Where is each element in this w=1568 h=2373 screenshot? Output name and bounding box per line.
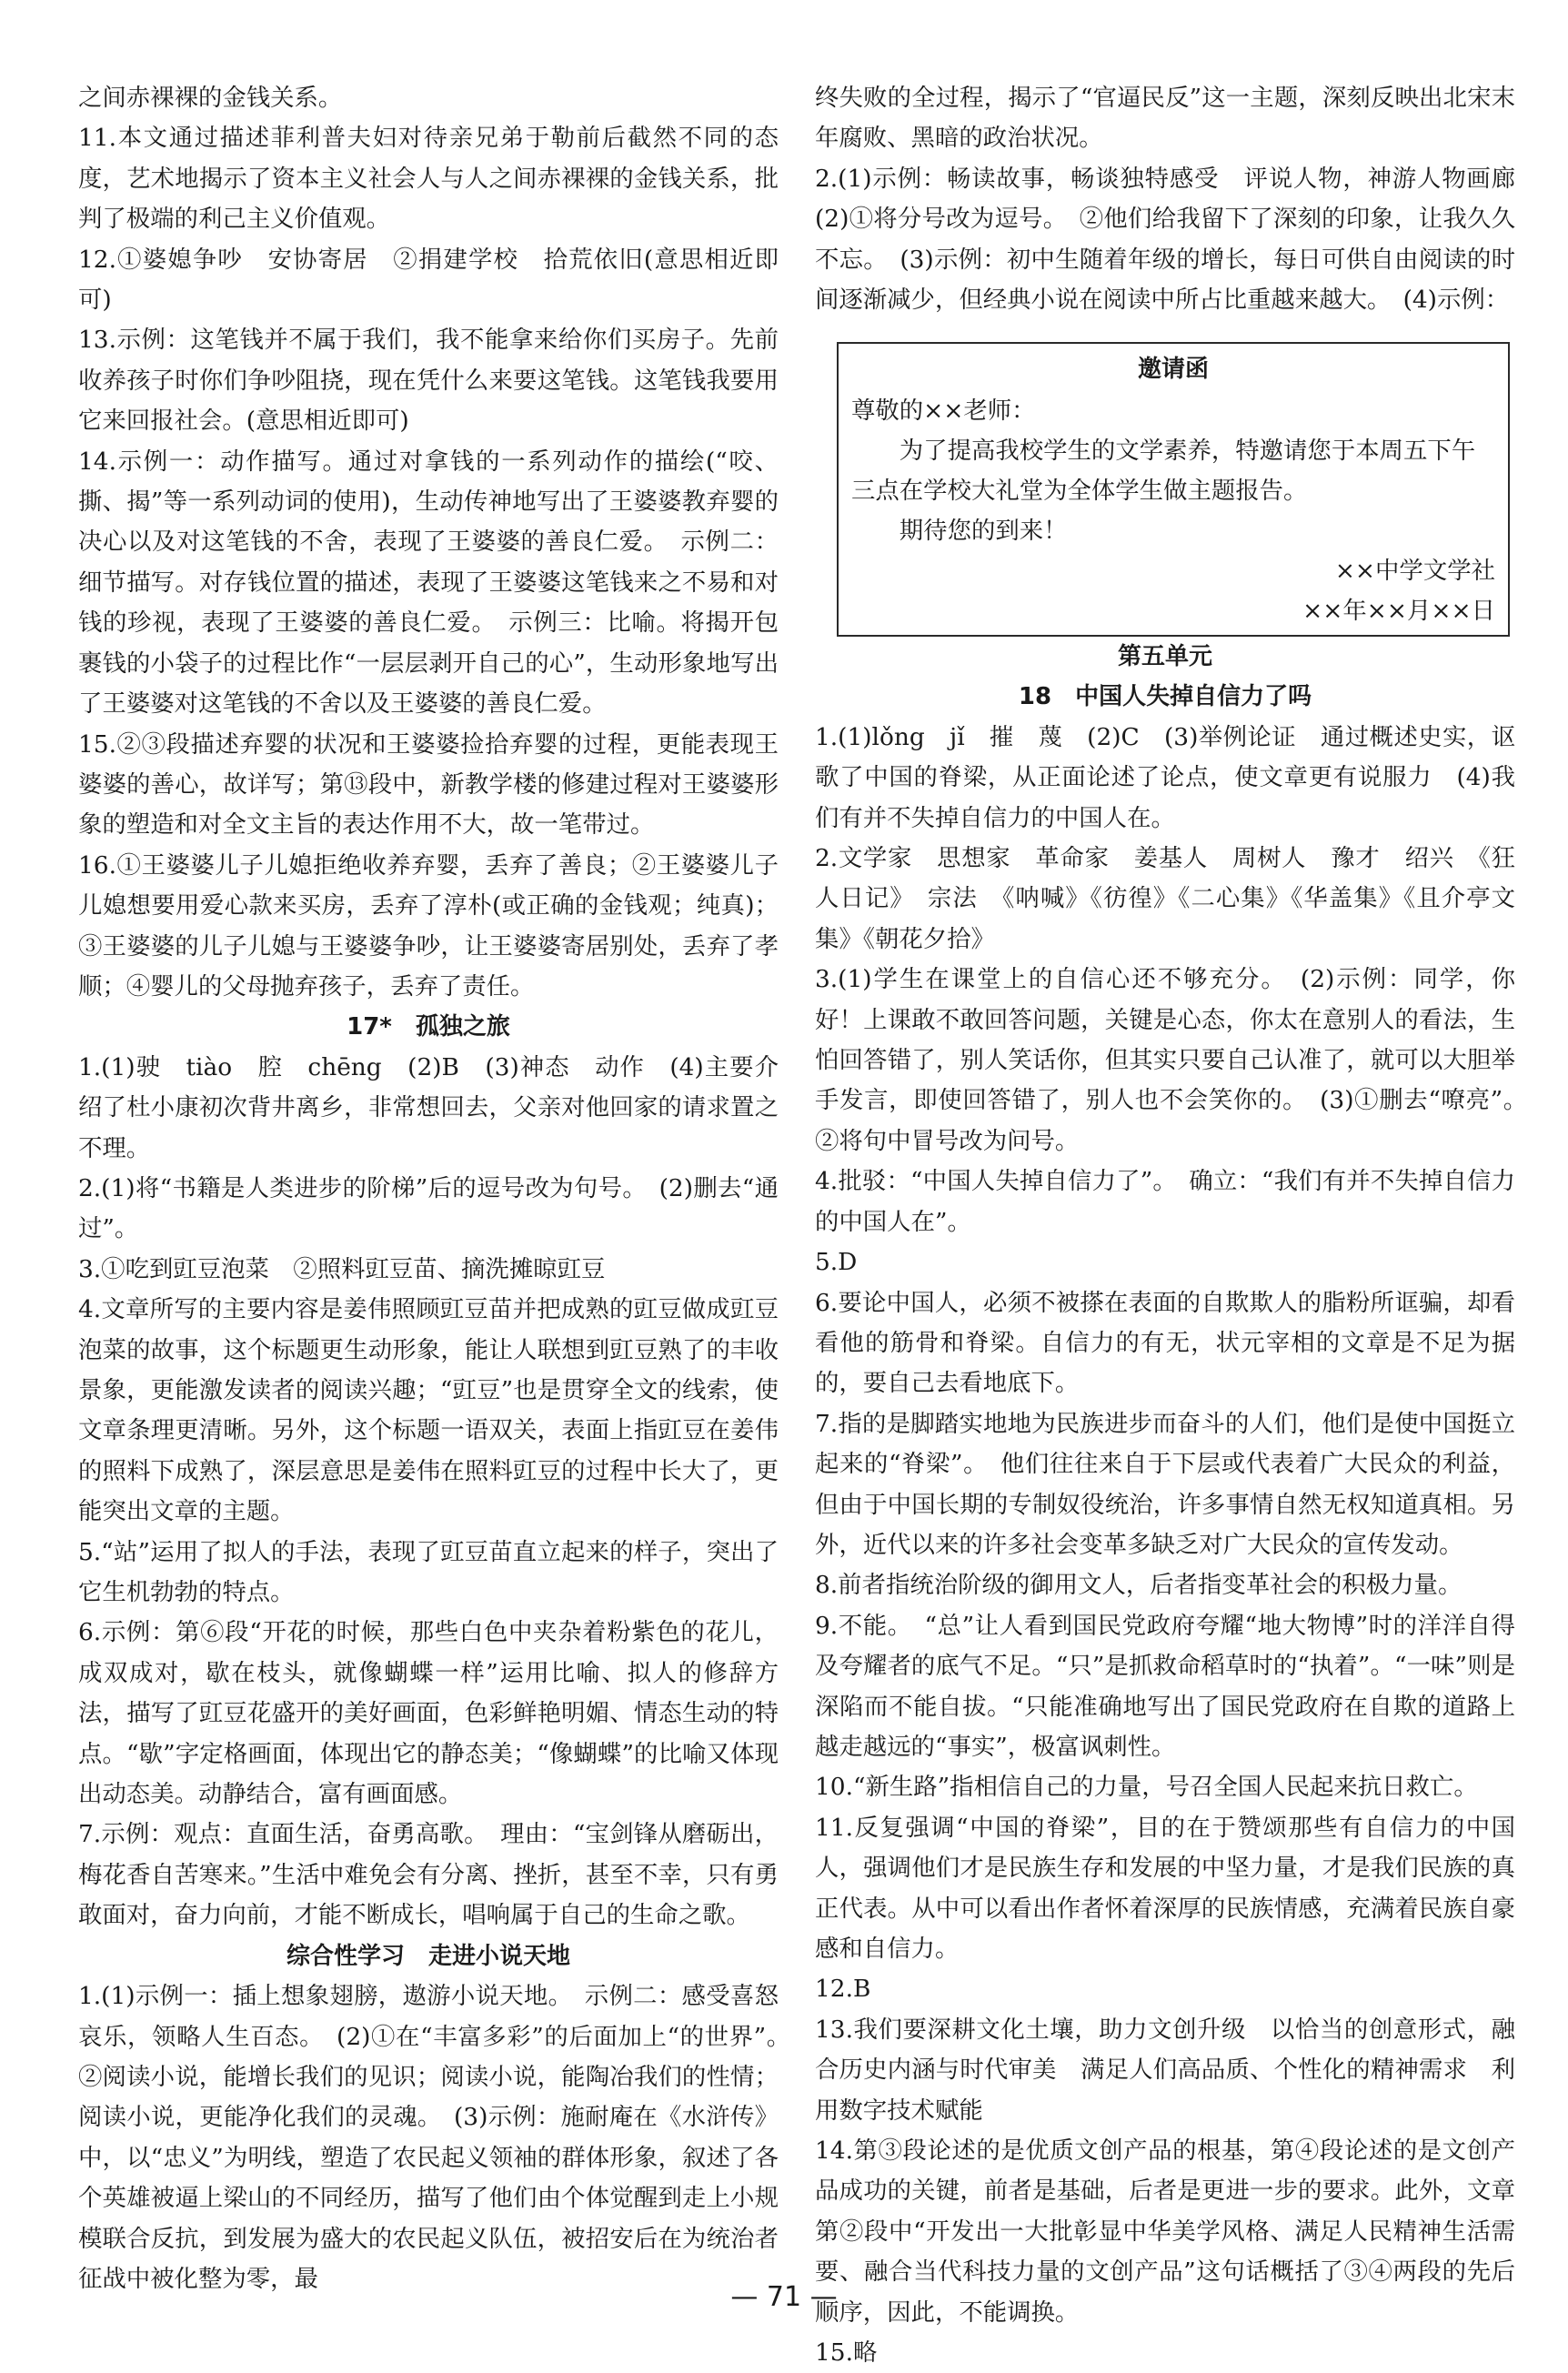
- right-bottom-heading: 18 中国人失掉自信力了吗: [1018, 683, 1312, 711]
- left-column: [78, 78, 803, 2299]
- invitation-sender: ××中学文学社: [1334, 557, 1495, 585]
- left-paragraph: 11.本文通过描述菲利普夫妇对待亲兄弟于勒前后截然不同的态度，艺术地揭示了资本主义社会人与人之间赤裸裸的金钱关系，批判了极端的利己主义价值观。: [78, 124, 779, 234]
- right-bottom-paragraph: 12.B: [815, 1975, 871, 2004]
- right-bottom-paragraph: 7.指的是脚踏实地地为民族进步而奋斗的人们，他们是使中国挺立起来的“脊梁”。 他们往往来自于下层或代表着广大民众的利益，但由于中国长期的专制奴役统治，许多事情自然无权知道真相。另外，近代以来的许多社会变革多缺乏对广大民众的宣传发动。: [815, 1409, 1515, 1559]
- invitation-body: 为了提高我校学生的文学素养，特邀请您于本周五下午三点在学校大礼堂为全体学生做主题报告。: [851, 437, 1476, 505]
- right-top-paragraph: 2.(1)示例：畅读故事，畅谈独特感受 评说人物，神游人物画廊 (2)①将分号改为逗号。 ②他们给我留下了深刻的印象，让我久久不忘。 (3)示例：初中生随着年级的增长，每日可供自由阅读的时间逐渐减少，但经典小说在阅读中所占比重越来越大。 (4)示例：: [815, 164, 1540, 315]
- invitation-greeting: 尊敬的××老师：: [851, 397, 1036, 425]
- page-number: — 71 —: [730, 2281, 838, 2313]
- right-column-top: [815, 78, 1540, 320]
- left-paragraph: 4.文章所写的主要内容是姜伟照顾豇豆苗并把成熟的豇豆做成豇豆泡菜的故事，这个标题更生动形象，能让人联想到豇豆熟了的丰收景象，更能激发读者的阅读兴趣；“豇豆”也是贯穿全文的线索，使文章条理更清晰。另外，这个标题一语双关，表面上指豇豆在姜伟的照料下成熟了，深层意思是姜伟在照料豇豆的过程中长大了，更能突出文章的主题。: [78, 1295, 779, 1526]
- left-paragraph: 1.(1)驶 tiào 腔 chēng (2)B (3)神态 动作 (4)主要介绍了杜小康初次背井离乡，非常想回去，父亲对他回家的请求置之不理。: [78, 1052, 779, 1162]
- right-bottom-paragraph: 5.D: [815, 1248, 858, 1277]
- left-paragraph: 之间赤裸裸的金钱关系。: [78, 84, 343, 112]
- right-bottom-paragraph: 15.略: [815, 2338, 878, 2368]
- left-paragraph: 2.(1)将“书籍是人类进步的阶梯”后的逗号改为句号。 (2)删去“通过”。: [78, 1173, 779, 1243]
- left-paragraph: 13.示例：这笔钱并不属于我们，我不能拿来给你们买房子。先前收养孩子时你们争吵阻挠，现在凭什么来要这笔钱。这笔钱我要用它来回报社会。(意思相近即可): [78, 326, 779, 436]
- right-top-paragraph: 终失败的全过程，揭示了“官逼民反”这一主题，深刻反映出北宋末年腐败、黑暗的政治状况。: [815, 84, 1515, 153]
- invitation-box: [837, 342, 1510, 637]
- left-paragraph: 15.②③段描述弃婴的状况和王婆婆捡拾弃婴的过程，更能表现王婆婆的善心，故详写；第⑬段中，新教学楼的修建过程对王婆婆形象的塑造和对全文主旨的表达作用不大，故一笔带过。: [78, 729, 779, 840]
- right-bottom-paragraph: 1.(1)lǒng jǐ 摧 蔑 (2)C (3)举例论证 通过概述史实，讴歌了中国的脊梁，从正面论述了论点，使文章更有说服力 (4)我们有并不失掉自信力的中国人在。: [815, 722, 1515, 832]
- invitation-closing: 期待您的到来！: [899, 517, 1068, 545]
- invitation-title: 邀请函: [1137, 356, 1209, 383]
- left-paragraph: 16.①王婆婆儿子儿媳拒绝收养弃婴，丢弃了善良；②王婆婆儿子儿媳想要用爱心款来买房，丢弃了淳朴(或正确的金钱观；纯真)；③王婆婆的儿子儿媳与王婆婆争吵，让王婆婆寄居别处，丢弃了孝顺；④婴儿的父母抛弃孩子，丢弃了责任。: [78, 850, 779, 1000]
- left-paragraph: 12.①婆媳争吵 安协寄居 ②捐建学校 拾荒依旧(意思相近即可): [78, 245, 779, 315]
- left-paragraph: 1.(1)示例一：插上想象翅膀，遨游小说天地。 示例二：感受喜怒哀乐，领略人生百态。 (2)①在“丰富多彩”的后面加上“的世界”。 ②阅读小说，能增长我们的见识；阅读小说，能陶冶我们的性情；阅读小说，更能净化我们的灵魂。 (3)示例：施耐庵在《水浒传》中，以“忠义”为明线，塑造了农民起义领袖的群体形象，叙述了各个英雄被逼上梁山的不同经历，描写了他们由个体觉醒到走上小规模联合反抗，到发展为盛大的农民起义队伍，被招安后在为统治者征战中被化整为零，最: [78, 1982, 803, 2293]
- left-paragraph: 7.示例：观点：直面生活，奋勇高歌。 理由：“宝剑锋从磨砺出，梅花香自苦寒来。”生活中难免会有分离、挫折，甚至不幸，只有勇敢面对，奋力向前，才能不断成长，唱响属于自己的生命之歌。: [78, 1820, 779, 1930]
- right-bottom-paragraph: 8.前者指统治阶级的御用文人，后者指变革社会的积极力量。: [815, 1571, 1462, 1600]
- left-paragraph: 5.“站”运用了拟人的手法，表现了豇豆苗直立起来的样子，突出了它生机勃勃的特点。: [78, 1537, 779, 1607]
- right-bottom-paragraph: 14.第③段论述的是优质文创产品的根基，第④段论述的是文创产品成功的关键，前者是基础，后者是更进一步的要求。此外，文章第②段中“开发出一大批彰显中华美学风格、满足人民精神生活需要、融合当代科技力量的文创产品”这句话概括了③④两段的先后顺序，因此，不能调换。: [815, 2137, 1515, 2327]
- right-bottom-paragraph: 9.不能。 “总”让人看到国民党政府夸耀“地大物博”时的洋洋自得及夸耀者的底气不足。“只”是抓救命稻草时的“执着”。“一味”则是深陷而不能自拔。“只能准确地写出了国民党政府在自欺的道路上越走越远的“事实”，极富讽刺性。: [815, 1611, 1515, 1761]
- left-heading: 17* 孤独之旅: [347, 1013, 510, 1041]
- right-bottom-paragraph: 10.“新生路”指相信自己的力量，号召全国人民起来抗日救亡。: [815, 1773, 1478, 1802]
- right-bottom-paragraph: 6.要论中国人，必须不被搽在表面的自欺欺人的脂粉所诓骗，却看看他的筋骨和脊梁。自信力的有无，状元宰相的文章是不足为据的，要自己去看地底下。: [815, 1288, 1515, 1398]
- right-bottom-paragraph: 11.反复强调“中国的脊梁”，目的在于赞颂那些有自信力的中国人，强调他们才是民族生存和发展的中坚力量，才是我们民族的真正代表。从中可以看出作者怀着深厚的民族情感，充满着民族自豪感和自信力。: [815, 1813, 1515, 1963]
- right-bottom-paragraph: 13.我们要深耕文化土壤，助力文创升级 以恰当的创意形式，融合历史内涵与时代审美 满足人们高品质、个性化的精神需求 利用数字技术赋能: [815, 2015, 1515, 2125]
- right-column-bottom: [815, 637, 1540, 2373]
- left-paragraph: 6.示例：第⑥段“开花的时候，那些白色中夹杂着粉紫色的花儿，成双成对，歇在枝头，就像蝴蝶一样”运用比喻、拟人的修辞方法，描写了豇豆花盛开的美好画面，色彩鲜艳明媚、情态生动的特点。“歇”字定格画面，体现出它的静态美；“像蝴蝶”的比喻又体现出动态美。动静结合，富有画面感。: [78, 1618, 779, 1809]
- right-bottom-paragraph: 4.批驳：“中国人失掉自信力了”。 确立：“我们有并不失掉自信力的中国人在”。: [815, 1167, 1515, 1236]
- left-paragraph: 14.示例一：动作描写。通过对拿钱的一系列动作的描绘(“咬、撕、揭”等一系列动词的使用)，生动传神地写出了王婆婆教弃婴的决心以及对这笔钱的不舍，表现了王婆婆的善良仁爱。 示例二：细节描写。对存钱位置的描述，表现了王婆婆这笔钱来之不易和对钱的珍视，表现了王婆婆的善良仁爱。 示例三：比喻。将揭开包裹钱的小袋子的过程比作“一层层剥开自己的心”，生动形象地写出了王婆婆对这笔钱的不舍以及王婆婆的善良仁爱。: [78, 447, 779, 719]
- left-heading: 综合性学习 走进小说天地: [286, 1942, 570, 1970]
- right-bottom-paragraph: 2.文学家 思想家 革命家 姜基人 周树人 豫才 绍兴 《狂人日记》 宗法 《呐喊》《彷徨》《二心集》《华盖集》《且介亭文集》《朝花夕拾》: [815, 844, 1515, 953]
- right-bottom-heading: 第五单元: [1117, 643, 1212, 670]
- left-paragraph: 3.①吃到豇豆泡菜 ②照料豇豆苗、摘洗摊晾豇豆: [78, 1254, 606, 1283]
- invitation-date: ××年××月××日: [1302, 597, 1495, 625]
- right-bottom-paragraph: 3.(1)学生在课堂上的自信心还不够充分。 (2)示例：同学，你好！上课敢不敢回答问题，关键是心态，你太在意别人的看法，生怕回答错了，别人笑话你，但其实只要自己认准了，就可以大胆举手发言，即使回答错了，别人也不会笑你的。 (3)①删去“嘹亮”。 ②将句中冒号改为问号。: [815, 965, 1540, 1155]
